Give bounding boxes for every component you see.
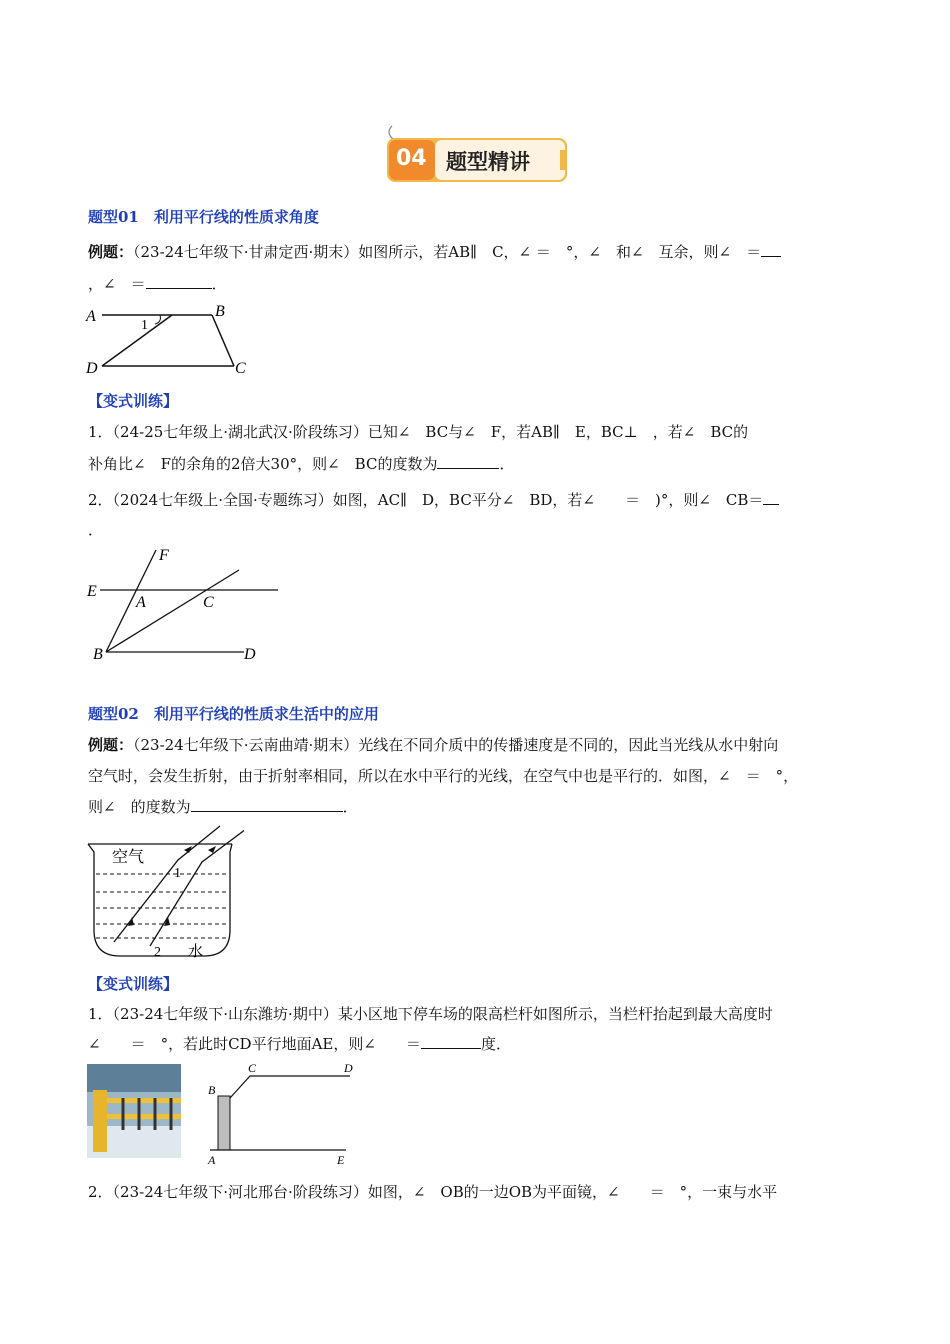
s1-q2-line1	[88, 490, 779, 510]
section2-example-line1	[88, 735, 778, 755]
s2-q1-text: ∠ ＝ °，若此时CD平行地面AE，则∠ ＝	[88, 1035, 421, 1053]
s2-q2-line1: 2．（23-24七年级下·河北邢台·阶段练习）如图，∠ OB的一边OB为平面镜，∠ ＝ °，一束与水平	[88, 1183, 778, 1201]
s1-q1-line1: 1．（24-25七年级上·湖北武汉·阶段练习）已知∠ BC与∠ F，若AB∥ E，BC⊥ ，若∠ BC的	[88, 423, 749, 441]
s2-q1-blank	[421, 1034, 481, 1049]
q2-text: 2．（2024七年级上·全国·专题练习）如图，AC∥ D，BC平分∠ BD，若∠ ＝ )°，则∠ CB＝	[88, 491, 764, 509]
answer-blank-2	[146, 274, 212, 289]
label-water: 水	[188, 944, 204, 960]
s2-q1-unit: 度．	[480, 1035, 511, 1053]
label-C: C	[235, 360, 246, 377]
label-D3: D	[344, 1061, 353, 1075]
label-B: B	[215, 303, 225, 320]
example-text: （23-24七年级下·甘肃定西·期末）如图所示，若AB∥ C，∠ ＝ °，∠ 和∠ 互余，则∠ ＝	[133, 243, 762, 261]
label-A3: A	[208, 1153, 216, 1167]
label-air: 空气	[112, 849, 145, 866]
example2-blank	[191, 797, 343, 812]
q2-blank	[763, 490, 779, 505]
label-B3: B	[208, 1083, 216, 1097]
label-D2: D	[244, 646, 256, 663]
label-A2: A	[136, 594, 146, 611]
practice-label-2: 【变式训练】	[88, 975, 179, 993]
barrier-photo	[87, 1064, 181, 1158]
example2-label: 例题：	[88, 736, 134, 754]
section2-example-line3	[88, 797, 358, 817]
label-E: E	[87, 583, 97, 600]
practice-label-1: 【变式训练】	[88, 392, 179, 410]
s1-q1-line2	[88, 454, 514, 474]
example-label: 例题：	[88, 243, 134, 261]
s1-q2-line2: ．	[88, 521, 104, 539]
label-A: A	[86, 308, 96, 325]
label-C3: C	[248, 1061, 257, 1075]
answer-blank	[761, 242, 781, 257]
section-badge	[384, 120, 570, 186]
barrier-diagram	[200, 1060, 360, 1168]
example2-text: （23-24七年级下·云南曲靖·期末）光线在不同介质中的传播速度是不同的，因此当光线从水中射向	[133, 736, 779, 754]
period: ．	[211, 275, 227, 293]
badge-number: 04	[396, 146, 427, 171]
label-angle-1: 1	[141, 318, 148, 333]
parallel-lines-figure	[84, 544, 284, 666]
badge-title: 题型精讲	[446, 150, 530, 174]
section1-heading: 题型01 利用平行线的性质求角度	[88, 208, 319, 226]
section2-example-line2: 空气时，会发生折射，由于折射率相同，所以在水中平行的光线，在空气中也是平行的．如图，∠ ＝ °，	[88, 767, 799, 785]
example2-text-3: 则∠ 的度数为	[88, 798, 191, 816]
trapezoid-figure	[84, 300, 254, 380]
example-text-2: ，∠ ＝	[88, 275, 146, 293]
refraction-figure	[84, 822, 244, 964]
section1-example-line2	[88, 274, 227, 294]
s2-q1-line1: 1．（23-24七年级下·山东潍坊·期中）某小区地下停车场的限高栏杆如图所示，当栏杆抬起到最大高度时	[88, 1005, 773, 1023]
label-E3: E	[337, 1153, 345, 1167]
label-angle-2: 2	[154, 945, 161, 960]
label-B2: B	[93, 646, 103, 663]
example2-period: ．	[342, 798, 358, 816]
label-angle-1b: 1	[174, 866, 181, 881]
q1-text: 补角比∠ F的余角的2倍大30°，则∠ BC的度数为	[88, 455, 438, 473]
label-F: F	[159, 547, 169, 564]
label-D: D	[86, 360, 98, 377]
section1-example-line1	[88, 242, 781, 262]
section2-heading: 题型02 利用平行线的性质求生活中的应用	[88, 705, 379, 723]
q1-blank	[437, 454, 499, 469]
q1-period: ．	[499, 455, 515, 473]
s2-q1-line2	[88, 1034, 511, 1054]
label-C2: C	[203, 594, 214, 611]
